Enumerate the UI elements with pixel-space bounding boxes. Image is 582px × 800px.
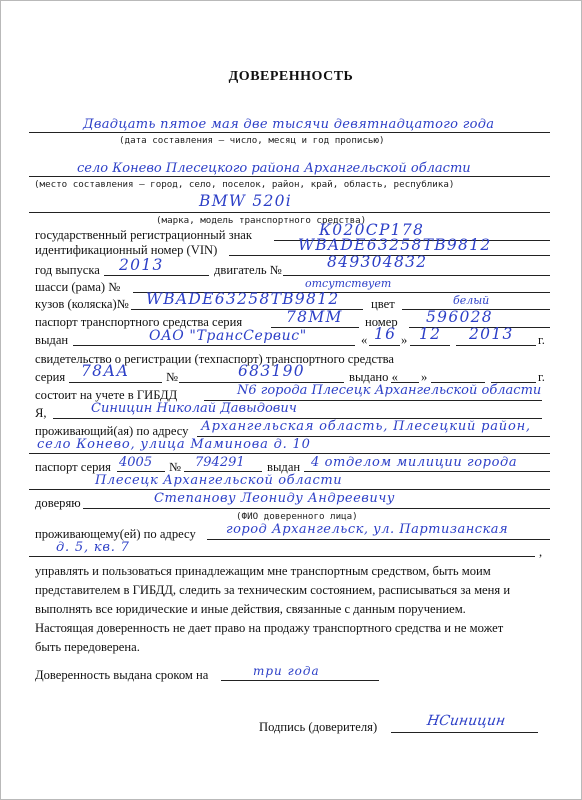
passport-issued-label: выдан [267, 460, 301, 474]
attorney-address-underline-2 [29, 556, 535, 557]
gibdd-label: состоит на учете в ГИБДД [35, 388, 178, 402]
passport-issued-underline-2 [29, 489, 550, 490]
pts-month: 12 [419, 325, 442, 343]
passport-series-value: 4005 [119, 455, 153, 470]
passport-no-label: № [169, 460, 182, 474]
model-underline [29, 212, 550, 213]
srts-number-value: 683190 [238, 362, 305, 380]
pts-issued-by: ОАО "ТрансСервис" [149, 328, 307, 344]
attorney-address-line-1: город Архангельск, ул. Партизанская [226, 522, 509, 537]
body-value: WBADE63258TB9812 [146, 290, 340, 308]
attorney-caption: (ФИО доверенного лица) [236, 511, 358, 522]
vin-value: WBADE63258TB9812 [298, 236, 492, 254]
principal-resides-label: проживающий(ая) по адресу [35, 424, 189, 438]
passport-series-underline [117, 471, 165, 472]
principal-name: Синицин Николай Давыдович [91, 401, 297, 416]
attorney-name-underline [83, 508, 550, 509]
pts-month-underline [410, 345, 450, 346]
ya-label: Я, [35, 406, 47, 420]
srts-label: свидетельство о регистрации (техпаспорт) транспортного средства [35, 352, 394, 366]
engine-underline [283, 275, 550, 276]
attorney-address-underline-1 [207, 539, 550, 540]
pts-issued-underline [73, 345, 355, 346]
passport-issued-by-line-1: 4 отделом милиции города [311, 455, 518, 470]
srts-series-underline [69, 382, 162, 383]
pts-year-underline [456, 345, 536, 346]
pts-series-value: 78ММ [286, 308, 343, 326]
trust-label: доверяю [35, 496, 81, 510]
paragraph-line-4: Настоящая доверенность не дает право на продажу транспортного средства и не может [35, 621, 504, 635]
signature-underline [391, 732, 538, 733]
reg-plate-value: К020СР178 [319, 221, 425, 239]
principal-address-line-1: Архангельская область, Плесецкий район, [201, 419, 531, 434]
signature: НСиницин [425, 713, 507, 729]
term-value: три года [253, 664, 320, 678]
pts-label: паспорт транспортного средства серия [35, 315, 243, 329]
paragraph-line-2: представителем в ГИБДД, следить за техническим состоянием, расписываться за меня и [35, 583, 511, 597]
year-underline [104, 275, 209, 276]
chassis-label: шасси (рама) № [35, 280, 121, 294]
srts-year-suffix: г. [538, 370, 545, 384]
srts-series-value: 78АА [81, 362, 130, 380]
paragraph-line-5: быть передоверена. [35, 640, 140, 654]
srts-series-label: серия [35, 370, 66, 384]
signature-label: Подпись (доверителя) [259, 720, 378, 734]
date-caption: (дата составления – число, месяц и год прописью) [119, 135, 385, 146]
pts-quote-open: « [361, 333, 368, 347]
attorney-address-line-2: д. 5, кв. 7 [56, 540, 130, 555]
pts-number-label: номер [365, 315, 398, 329]
pts-year-suffix: г. [538, 333, 545, 347]
paragraph-line-1: управлять и пользоваться принадлежащим мне транспортным средством, быть моим [35, 564, 491, 578]
pts-quote-close: » [401, 333, 408, 347]
srts-no-label: № [166, 370, 179, 384]
principal-address-line-2: село Конево, улица Маминова д. 10 [37, 437, 311, 452]
vin-label: идентификационный номер (VIN) [35, 243, 218, 257]
pts-day: 16 [374, 325, 397, 343]
color-label: цвет [371, 297, 395, 311]
passport-number-value: 794291 [195, 455, 245, 470]
term-label: Доверенность выдана сроком на [35, 668, 209, 682]
pts-day-underline [369, 345, 400, 346]
date-underline [29, 132, 550, 133]
principal-address-underline-2 [29, 453, 550, 454]
passport-series-label: паспорт серия [35, 460, 111, 474]
chassis-value: отсутствует [305, 277, 392, 290]
reg-plate-label: государственный регистрационный знак [35, 228, 253, 242]
srts-issued-label: выдано « [349, 370, 398, 384]
engine-label: двигатель № [214, 263, 282, 277]
year-label: год выпуска [35, 263, 100, 277]
srts-quote-close: » [421, 370, 428, 384]
body-label: кузов (коляска)№ [35, 297, 129, 311]
color-value: белый [453, 294, 490, 307]
model-caption: (марка, модель транспортного средства) [156, 215, 367, 226]
attorney-address-comma: , [539, 545, 543, 559]
document-title: ДОВЕРЕННОСТЬ [228, 69, 354, 84]
passport-issued-underline-1 [304, 471, 550, 472]
engine-value: 849304832 [327, 253, 428, 271]
passport-issued-by-line-2: Плесецк Архангельской области [95, 473, 343, 488]
place-written: село Конево Плесецкого района Архангельской области [77, 161, 471, 176]
pts-number-value: 596028 [426, 308, 493, 326]
paragraph-line-3: выполнять все юридические и иные действия, связанные с данным поручением. [35, 602, 466, 616]
term-underline [221, 680, 379, 681]
pts-year: 2013 [469, 325, 514, 343]
vehicle-model: BMW 520i [199, 192, 293, 210]
pts-issued-label: выдан [35, 333, 69, 347]
attorney-resides-label: проживающему(ей) по адресу [35, 527, 196, 541]
year-value: 2013 [119, 256, 164, 274]
place-underline [29, 176, 550, 177]
passport-number-underline [184, 471, 262, 472]
attorney-name: Степанову Леониду Андреевичу [154, 491, 395, 506]
place-caption: (место составления – город, село, поселок, район, край, область, республика) [34, 179, 455, 190]
gibdd-value: N6 города Плесецк Архангельской области [237, 383, 542, 398]
date-written: Двадцать пятое мая две тысячи девятнадцатого года [83, 117, 495, 132]
